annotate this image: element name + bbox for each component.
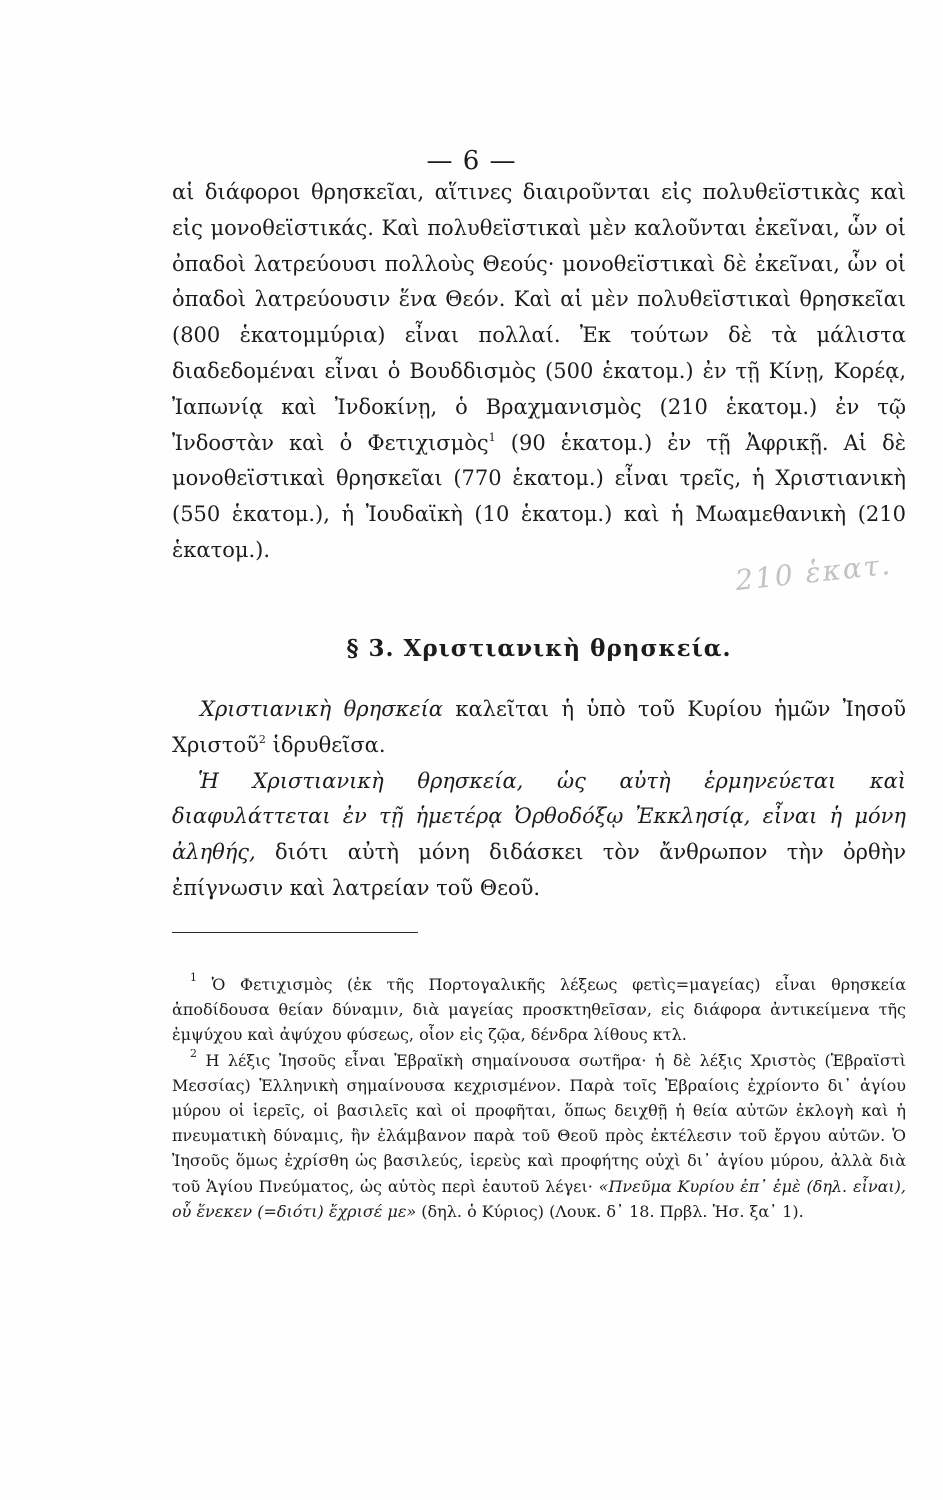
section-term: Χριστιανικὴ θρησκεία	[200, 697, 443, 721]
intro-text-b: (90 ἑκατομ.) ἐν τῇ Ἀφρικῇ. Αἱ δὲ μονοθεϊστικαὶ θρησκεῖαι (770 ἑκατομ.) εἶναι τρεῖς, ἡ Χριστιανικὴ (550 ἑκατομ.), ἡ Ἰουδαϊκὴ (10 ἑκατομ.) καὶ ἡ Μωαμεθανικὴ (210 ἑκατομ.).	[172, 430, 906, 562]
intro-paragraph	[172, 175, 906, 569]
footnote-1	[172, 972, 906, 1048]
section-heading: § 3. Χριστιανικὴ θρησκεία.	[346, 635, 732, 662]
footnote-2-number: 2	[190, 1046, 197, 1060]
handwritten-pencil-note: 210 ἑκατ.	[733, 547, 894, 598]
page-number: — 6 —	[426, 146, 517, 176]
intro-text-a: αἱ διάφοροι θρησκεῖαι, αἵτινες διαιροῦνται εἰς πολυθεϊστικὰς καὶ εἰς μονοθεϊστικάς. Καὶ πολυθεϊστικαὶ μὲν καλοῦνται ἐκεῖναι, ὧν οἱ ὀπαδοὶ λατρεύουσι πολλοὺς Θεούς· μονοθεϊστικαὶ δὲ ἐκεῖναι, ὧν οἱ ὀπαδοὶ λατρεύουσιν ἕνα Θεόν. Καὶ αἱ μὲν πολυθεϊστικαὶ θρησκεῖαι (800 ἑκατομμύρια) εἶναι πολλαί. Ἐκ τούτων δὲ τὰ μάλιστα διαδεδομέναι εἶναι ὁ Βουδδισμὸς (500 ἑκατομ.) ἐν τῇ Κίνῃ, Κορέᾳ, Ἰαπωνίᾳ καὶ Ἰνδοκίνῃ, ὁ Βραχμανισμὸς (210 ἑκατομ.) ἐν τῷ Ἰνδοστὰν καὶ ὁ Φετιχισμὸς	[172, 180, 906, 455]
section-body	[172, 692, 906, 907]
footnote-2-quote: «Πνεῦμα Κυρίου ἐπ᾽ ἐμὲ (δηλ. εἶναι), οὗ ἕνεκεν (=διότι) ἔχρισέ με»	[172, 1176, 906, 1221]
footnote-1-text: Ὁ Φετιχισμὸς (ἐκ τῆς Πορτογαλικῆς λέξεως φετὶς=μαγείας) εἶναι θρησκεία ἀποδίδουσα θείαν δύναμιν, διὰ μαγείας προσκτηθεῖσαν, εἰς διάφορα ἀντικείμενα τῆς ἐμψύχου καὶ ἀψύχου φύσεως, οἷον εἰς ζῷα, δένδρα λίθους κτλ.	[172, 975, 906, 1045]
section-p2-text: διότι αὐτὴ μόνη διδάσκει τὸν ἄνθρωπον τὴν ὀρθὴν ἐπίγνωσιν καὶ λατρείαν τοῦ Θεοῦ.	[172, 840, 906, 900]
footnote-divider	[172, 932, 418, 933]
section-paragraph-1	[172, 692, 906, 764]
footnote-2	[172, 1048, 906, 1224]
footnote-2-text: Η λέξις Ἰησοῦς εἶναι Ἑβραϊκὴ σημαίνουσα σωτῆρα· ἡ δὲ λέξις Χριστὸς (Ἑβραϊστὶ Μεσσίας) Ἑλληνικὴ σημαίνουσα κεχρισμένον. Παρὰ τοῖς Ἑβραίοις ἐχρίοντο δι᾽ ἁγίου μύρου οἱ ἱερεῖς, οἱ βασιλεῖς καὶ οἱ προφῆται, ὅπως δειχθῇ ἡ θεία αὐτῶν ἐκλογὴ καὶ ἡ πνευματικὴ δύναμις, ἣν ἐλάμβανον παρὰ τοῦ Θεοῦ πρὸς ἐκτέλεσιν τοῦ ἔργου αὐτῶν. Ὁ Ἰησοῦς ὅμως ἐχρίσθη ὡς βασιλεύς, ἱερεὺς καὶ προφήτης οὐχὶ δι᾽ ἁγίου μύρου, ἀλλὰ διὰ τοῦ Ἁγίου Πνεύματος, ὡς αὐτὸς περὶ ἑαυτοῦ λέγει·	[172, 1050, 906, 1196]
section-paragraph-2	[172, 764, 906, 907]
footnote-2-end: (δηλ. ὁ Κύριος) (Λουκ. δ᾽ 18. Πρβλ. Ἡσ. ξα᾽ 1).	[416, 1201, 804, 1221]
section-p1-end: ἱδρυθεῖσα.	[265, 732, 386, 757]
section-p1-text: καλεῖται ἡ ὑπὸ τοῦ Κυρίου ἡμῶν Ἰησοῦ Χριστοῦ	[172, 697, 906, 757]
section-p2-emphasis: Ἡ Χριστιανικὴ θρησκεία, ὡς αὐτὴ ἑρμηνεύεται καὶ διαφυλάττεται ἐν τῇ ἡμετέρᾳ Ὀρθοδόξῳ Ἐκκλησίᾳ, εἶναι ἡ μόνη ἀληθής,	[172, 768, 906, 865]
footnote-1-number: 1	[190, 971, 197, 984]
footnote-ref-1: 1	[488, 430, 496, 444]
footnotes	[172, 972, 906, 1224]
footnote-ref-2: 2	[258, 732, 266, 746]
